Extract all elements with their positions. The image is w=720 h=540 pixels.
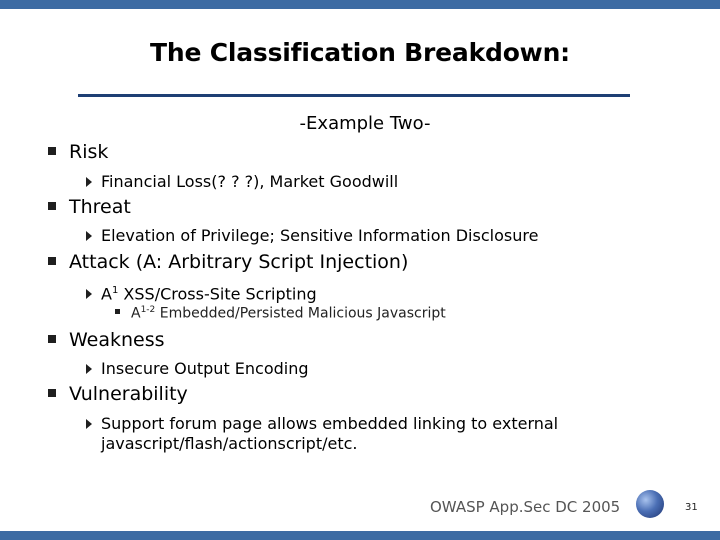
bullet-weakness [48, 329, 165, 351]
triangle-bullet-icon [86, 231, 92, 241]
square-bullet-icon [48, 202, 56, 210]
owasp-globe-logo-icon [636, 490, 664, 518]
bullet-threat [48, 196, 131, 218]
sub-bullet-threat-text: Elevation of Privilege; Sensitive Information Disclosure [101, 226, 539, 245]
title-underline [78, 94, 630, 97]
sub-bullet-risk-text: Financial Loss(? ? ?), Market Goodwill [101, 172, 399, 191]
triangle-bullet-icon [86, 289, 92, 299]
bullet-risk [48, 141, 108, 163]
attack-prefix: A [101, 284, 112, 304]
attack-sub-prefix: A [131, 305, 141, 322]
sub-bullet-vulnerability [86, 413, 558, 434]
slide-title: The Classification Breakdown: [150, 38, 570, 67]
bullet-risk-label: Risk [69, 141, 109, 163]
small-square-bullet-icon [115, 309, 120, 314]
slide-subtitle: -Example Two- [299, 113, 431, 134]
sub-bullet-vulnerability-line2: javascript/flash/actionscript/etc. [101, 434, 358, 453]
sub-sub-bullet-attack [115, 305, 446, 322]
bullet-attack-label: Attack (A: Arbitrary Script Injection) [69, 251, 409, 273]
bullet-threat-label: Threat [69, 196, 131, 218]
bullet-vulnerability [48, 383, 188, 405]
square-bullet-icon [48, 147, 56, 155]
square-bullet-icon [48, 335, 56, 343]
bullet-attack [48, 251, 408, 273]
sub-bullet-threat [86, 225, 538, 246]
triangle-bullet-icon [86, 419, 92, 429]
footer-text: OWASP App.Sec DC 2005 [430, 498, 621, 516]
sub-bullet-weakness [86, 358, 309, 379]
sub-bullet-vulnerability-line1: Support forum page allows embedded linking to external [101, 414, 559, 433]
attack-sub-superscript: 1-2 [140, 305, 156, 315]
bullet-weakness-label: Weakness [69, 329, 165, 351]
bullet-vulnerability-label: Vulnerability [69, 383, 188, 405]
attack-superscript: 1 [111, 285, 119, 296]
triangle-bullet-icon [86, 177, 92, 187]
square-bullet-icon [48, 257, 56, 265]
bottom-accent-bar [0, 531, 720, 540]
triangle-bullet-icon [86, 364, 92, 374]
sub-bullet-risk [86, 171, 398, 192]
attack-sub-text: Embedded/Persisted Malicious Javascript [155, 305, 446, 322]
page-number: 31 [685, 502, 698, 513]
sub-bullet-weakness-text: Insecure Output Encoding [101, 359, 309, 378]
top-accent-bar [0, 0, 720, 9]
sub-bullet-attack [86, 280, 317, 304]
square-bullet-icon [48, 389, 56, 397]
attack-text: XSS/Cross-Site Scripting [118, 284, 317, 304]
